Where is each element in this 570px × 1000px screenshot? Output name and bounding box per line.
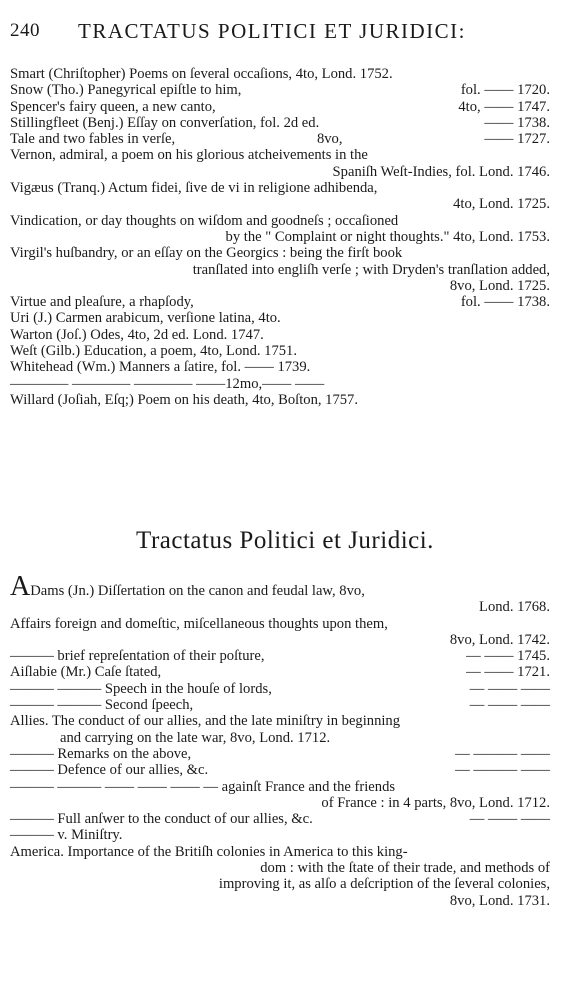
entry-date: — ——— ——: [455, 762, 550, 779]
entry-line: 8vo, Lond. 1742.: [449, 631, 550, 648]
entry-date: — —— 1745.: [466, 648, 550, 665]
entry-text: ——— Full anſwer to the conduct of our allies, &c.: [10, 811, 313, 828]
entry-line: [10, 571, 558, 602]
entry-text: ——— brief repreſentation of their poſture,: [10, 648, 265, 665]
entry-line: ———— ———— ———— ——12mo,—— ——: [10, 375, 325, 392]
entry-line: Warton (Joſ.) Odes, 4to, 2d ed. Lond. 1747.: [10, 326, 264, 343]
entry-text: Snow (Tho.) Panegyrical epiſtle to him,: [10, 82, 242, 99]
entry-date: — —— ——: [469, 811, 550, 828]
section-heading: Tractatus Politici et Juridici.: [136, 527, 434, 554]
entry-line: Vindication, or day thoughts on wiſdom and goodneſs ; occaſioned: [10, 212, 399, 229]
entry-line: [10, 294, 550, 310]
entry-line: Whitehead (Wm.) Manners a ſatire, fol. —— 1739.: [10, 359, 311, 376]
entry-line: [10, 811, 550, 827]
entry-line: Lond. 1768.: [479, 599, 550, 616]
entry-line: Weſt (Gilb.) Education, a poem, 4to, Lond. 1751.: [10, 343, 297, 360]
entry-date: — —— 1721.: [466, 664, 550, 681]
entry-line: [10, 681, 550, 697]
entry-line: [10, 99, 550, 115]
entry-line: 4to, Lond. 1725.: [453, 196, 550, 213]
entry-line: [10, 697, 550, 713]
entry-line: America. Importance of the Britiſh colonies in America to this king-: [10, 843, 408, 860]
entry-text: ——— ——— Speech in the houſe of lords,: [10, 680, 272, 697]
entry-line: [10, 746, 550, 762]
entry-line: 8vo, Lond. 1725.: [449, 277, 550, 294]
entry-line: Vernon, admiral, a poem on his glorious atcheivements in the: [10, 147, 368, 164]
entry-format: 8vo,: [316, 131, 343, 148]
entry-line: by the " Complaint or night thoughts." 4to, Lond. 1753.: [225, 228, 550, 245]
entry-date: fol. —— 1720.: [460, 82, 550, 99]
entry-date: — —— ——: [469, 697, 550, 714]
entry-date: —— 1727.: [484, 131, 550, 148]
entry-line: [10, 82, 550, 98]
entry-date: — ——— ——: [455, 745, 550, 762]
entries-list-poetry: [10, 66, 558, 408]
page-header: [8, 14, 560, 48]
entry-line: Allies. The conduct of our allies, and the late miniſtry in beginning: [10, 713, 401, 730]
entry-line: 8vo, Lond. 1731.: [449, 892, 550, 909]
entry-line: ——— v. Miniſtry.: [10, 827, 123, 844]
entry-line: [10, 762, 550, 778]
entry-line: and carrying on the late war, 8vo, Lond. 1712.: [60, 729, 331, 746]
entry-line: Affairs foreign and domeſtic, miſcellaneous thoughts upon them,: [10, 615, 388, 632]
entry-line: improving it, as alſo a deſcription of the ſeveral colonies,: [218, 876, 550, 893]
entry-text: Dams (Jn.) Diſſertation on the canon and feudal law, 8vo,: [30, 583, 365, 599]
entry-line: Vigæus (Tranq.) Actum fidei, ſive de vi in religione adhibenda,: [10, 180, 378, 197]
entry-line: tranſlated into engliſh verſe ; with Dryden's tranſlation added,: [192, 261, 550, 278]
entry-text: Aiſlabie (Mr.) Caſe ſtated,: [10, 664, 162, 681]
entry-date: — —— ——: [469, 680, 550, 697]
entry-date: fol. —— 1738.: [460, 294, 550, 311]
entries-list-politics: [10, 571, 558, 909]
entry-line: Virgil's huſbandry, or an eſſay on the Georgics : being the firſt book: [10, 245, 403, 262]
entry-text: ——— Defence of our allies, &c.: [10, 762, 209, 779]
entry-line: [10, 664, 550, 680]
entry-text: ——— ——— Second ſpeech,: [10, 697, 194, 714]
entry-date: 4to, —— 1747.: [458, 98, 550, 115]
entry-text: ——— Remarks on the above,: [10, 745, 192, 762]
entry-text: Virtue and pleaſure, a rhapſody,: [10, 294, 194, 311]
entry-line: dom : with the ſtate of their trade, and methods of: [260, 860, 550, 877]
entry-date: —— 1738.: [484, 114, 550, 131]
entry-line: Willard (Joſiah, Eſq;) Poem on his death, 4to, Boſton, 1757.: [10, 391, 359, 408]
entry-line: [10, 131, 550, 147]
entry-text: Tale and two fables in verſe,: [10, 131, 176, 148]
entry-line: of France : in 4 parts, 8vo, Lond. 1712.: [321, 794, 550, 811]
entry-line: Smart (Chriſtopher) Poems on ſeveral occaſions, 4to, Lond. 1752.: [10, 66, 393, 82]
entry-line: [10, 115, 550, 131]
entry-text: Stillingfleet (Benj.) Eſſay on converſation, fol. 2d ed.: [10, 114, 320, 131]
running-title: TRACTATUS POLITICI ET JURIDICI:: [78, 19, 467, 43]
entry-line: Spaniſh Weſt-Indies, fol. Lond. 1746.: [332, 163, 550, 180]
entry-text: Spencer's fairy queen, a new canto,: [10, 98, 216, 115]
drop-capital: A: [10, 571, 31, 602]
entry-line: [10, 648, 550, 664]
entry-line: Uri (J.) Carmen arabicum, verſione latina, 4to.: [10, 310, 281, 327]
entry-line: ——— ——— —— —— —— — againſt France and the friends: [10, 778, 396, 795]
page-number: 240: [10, 20, 40, 41]
